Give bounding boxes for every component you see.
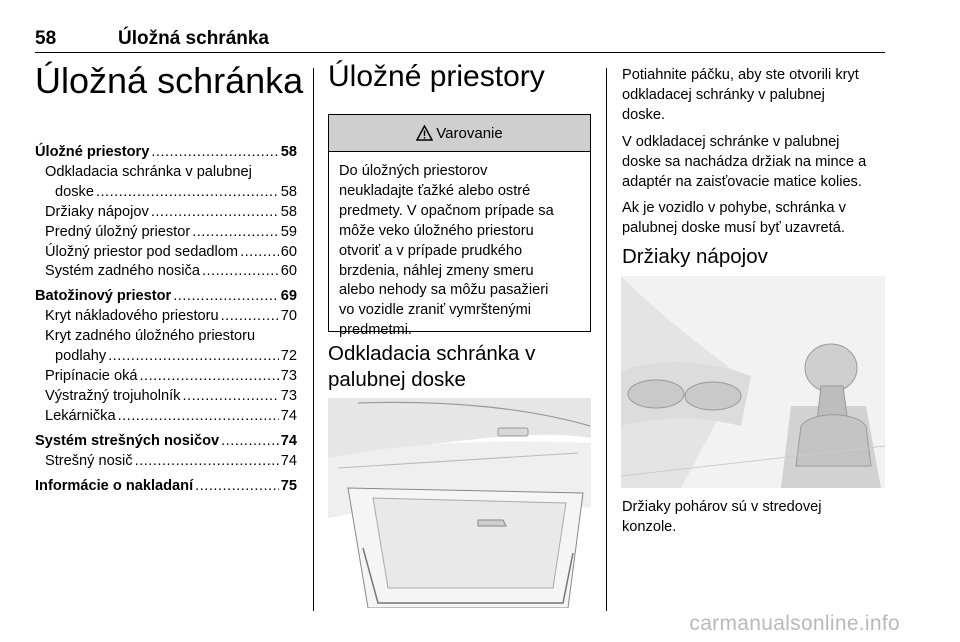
warning-text-line: Do úložných priestorov — [339, 163, 488, 179]
toc-entry[interactable] — [35, 407, 297, 427]
body-paragraph — [622, 199, 888, 239]
subsection-heading-line: palubnej doske — [328, 368, 466, 391]
toc-entry-label: Odkladacia schránka v palubnej — [45, 163, 252, 180]
toc-entry[interactable] — [35, 143, 297, 163]
toc-entry-page: 70 — [280, 308, 297, 325]
toc-entry[interactable] — [35, 287, 297, 307]
toc-leader-dots — [192, 223, 279, 243]
toc-entry-label: Systém zadného nosiča — [45, 263, 200, 280]
toc-entry-page: 72 — [280, 348, 297, 365]
subsection-heading: Držiaky nápojov — [622, 245, 768, 268]
toc-entry[interactable] — [35, 432, 297, 452]
body-text-line: palubnej doske musí byť uzavretá. — [622, 220, 845, 237]
toc-entry-label: Pripínacie oká — [45, 367, 138, 384]
subsection-heading — [328, 341, 590, 393]
toc-leader-dots — [240, 243, 279, 263]
toc-leader-dots — [108, 347, 279, 367]
warning-text-line: predmety. V opačnom prípade sa — [339, 202, 554, 219]
toc-entry[interactable] — [35, 243, 297, 263]
body-text-line: Ak je vozidlo v pohybe, schránka v — [622, 200, 846, 217]
toc-entry-page: 69 — [280, 288, 297, 305]
toc-entry-page: 58 — [280, 183, 297, 200]
toc-entry-page: 74 — [280, 452, 297, 469]
toc-entry[interactable] — [35, 327, 297, 347]
cupholder-illustration — [621, 276, 885, 488]
toc-entry-label: Kryt zadného úložného priestoru — [45, 328, 256, 345]
toc-entry[interactable] — [35, 452, 297, 472]
warning-text-line: otvoriť a v prípade prudkého — [339, 242, 523, 259]
toc-leader-dots — [151, 203, 279, 223]
toc-entry-page: 74 — [280, 432, 297, 449]
toc-entry-label: Strešný nosič — [45, 452, 133, 469]
body-paragraph — [622, 66, 888, 126]
toc-entry-page: 59 — [280, 223, 297, 240]
toc-leader-dots — [202, 262, 279, 282]
warning-text-line: môže veko úložného priestoru — [339, 222, 534, 239]
toc-entry-page: 73 — [280, 387, 297, 404]
image-caption — [622, 498, 884, 538]
toc-leader-dots — [135, 452, 279, 472]
warning-box — [328, 114, 591, 339]
column-divider — [606, 68, 607, 611]
page-number: 58 — [35, 28, 57, 49]
warning-header — [329, 115, 590, 152]
toc-entry[interactable] — [35, 307, 297, 327]
body-text-line: adaptér na zaisťovacie matice kolies. — [622, 173, 862, 190]
body-text-line: doske sa nachádza držiak na mince a — [622, 153, 867, 170]
toc-entry[interactable] — [35, 223, 297, 243]
toc-entry[interactable] — [35, 477, 297, 497]
toc-entry-label: Informácie o nakladaní — [35, 477, 194, 494]
toc-entry-label: Výstražný trojuholník — [45, 387, 181, 404]
toc-entry-label: Úložný priestor pod sedadlom — [45, 243, 239, 260]
warning-heading: Varovanie — [436, 124, 503, 142]
toc-entry-label: Lekárnička — [45, 407, 116, 424]
toc-leader-dots — [182, 387, 278, 407]
toc-entry-label: Úložné priestory — [35, 144, 150, 160]
toc-entry-label: Držiaky nápojov — [45, 203, 149, 220]
warning-text-line: brzdenia, náhlej zmeny smeru — [339, 262, 534, 279]
toc-leader-dots — [195, 477, 279, 497]
toc-leader-dots — [221, 307, 279, 327]
toc-entry-label: Systém strešných nosičov — [35, 432, 220, 449]
body-text — [622, 66, 888, 246]
toc-entry-label: Predný úložný priestor — [45, 223, 191, 240]
toc-entry[interactable] — [35, 163, 297, 183]
toc-entry[interactable] — [35, 387, 297, 407]
toc-entry-page: 73 — [280, 367, 297, 384]
body-text-line: V odkladacej schránke v palubnej — [622, 133, 840, 150]
toc-entry-page: 74 — [280, 407, 297, 424]
toc-leader-dots — [139, 367, 278, 387]
body-paragraph — [622, 133, 888, 193]
body-text-line: Potiahnite páčku, aby ste otvorili kryt — [622, 67, 859, 83]
watermark: carmanualsonline.info — [689, 612, 900, 635]
toc-entry[interactable] — [35, 347, 297, 367]
warning-text-line: alebo nehody sa môžu pasažieri — [339, 282, 549, 299]
chapter-title: Úložná schránka — [35, 60, 304, 101]
body-text-line: odkladacej schránky v palubnej — [622, 86, 825, 103]
running-header-title: Úložná schránka — [118, 28, 269, 49]
toc-entry-label: Kryt nákladového priestoru — [45, 308, 219, 325]
toc-leader-dots — [221, 432, 279, 452]
toc-entry-page: 58 — [280, 203, 297, 220]
toc-entry-page: 75 — [280, 477, 297, 494]
table-of-contents — [35, 143, 297, 496]
toc-leader-dots — [96, 183, 279, 203]
toc-entry[interactable] — [35, 367, 297, 387]
warning-text-line: neukladajte ťažké alebo ostré — [339, 182, 531, 199]
warning-text-line: predmetmi. — [339, 322, 412, 339]
toc-leader-dots — [118, 407, 279, 427]
toc-entry[interactable] — [35, 262, 297, 282]
subsection-heading-line: Odkladacia schránka v — [328, 342, 536, 365]
toc-entry-label: podlahy — [55, 348, 107, 365]
toc-entry-page: 58 — [280, 144, 297, 160]
warning-triangle-icon — [416, 125, 433, 141]
glovebox-illustration — [328, 398, 591, 608]
toc-entry-page: 60 — [280, 243, 297, 260]
warning-text-line: vo vozidle zraniť vymrštenými — [339, 302, 531, 319]
toc-leader-dots — [151, 143, 278, 163]
column-divider — [313, 68, 314, 611]
caption-line: Držiaky pohárov sú v stredovej — [622, 499, 822, 515]
toc-entry[interactable] — [35, 203, 297, 223]
toc-entry-label: Batožinový priestor — [35, 288, 172, 305]
toc-entry-label: doske — [55, 183, 94, 200]
header-rule — [35, 52, 885, 53]
body-text-line: doske. — [622, 106, 665, 123]
section-title: Úložné priestory — [328, 60, 545, 93]
toc-entry[interactable] — [35, 183, 297, 203]
caption-line: konzole. — [622, 518, 677, 535]
toc-entry-page: 60 — [280, 263, 297, 280]
toc-leader-dots — [173, 287, 279, 307]
warning-text — [329, 152, 590, 341]
